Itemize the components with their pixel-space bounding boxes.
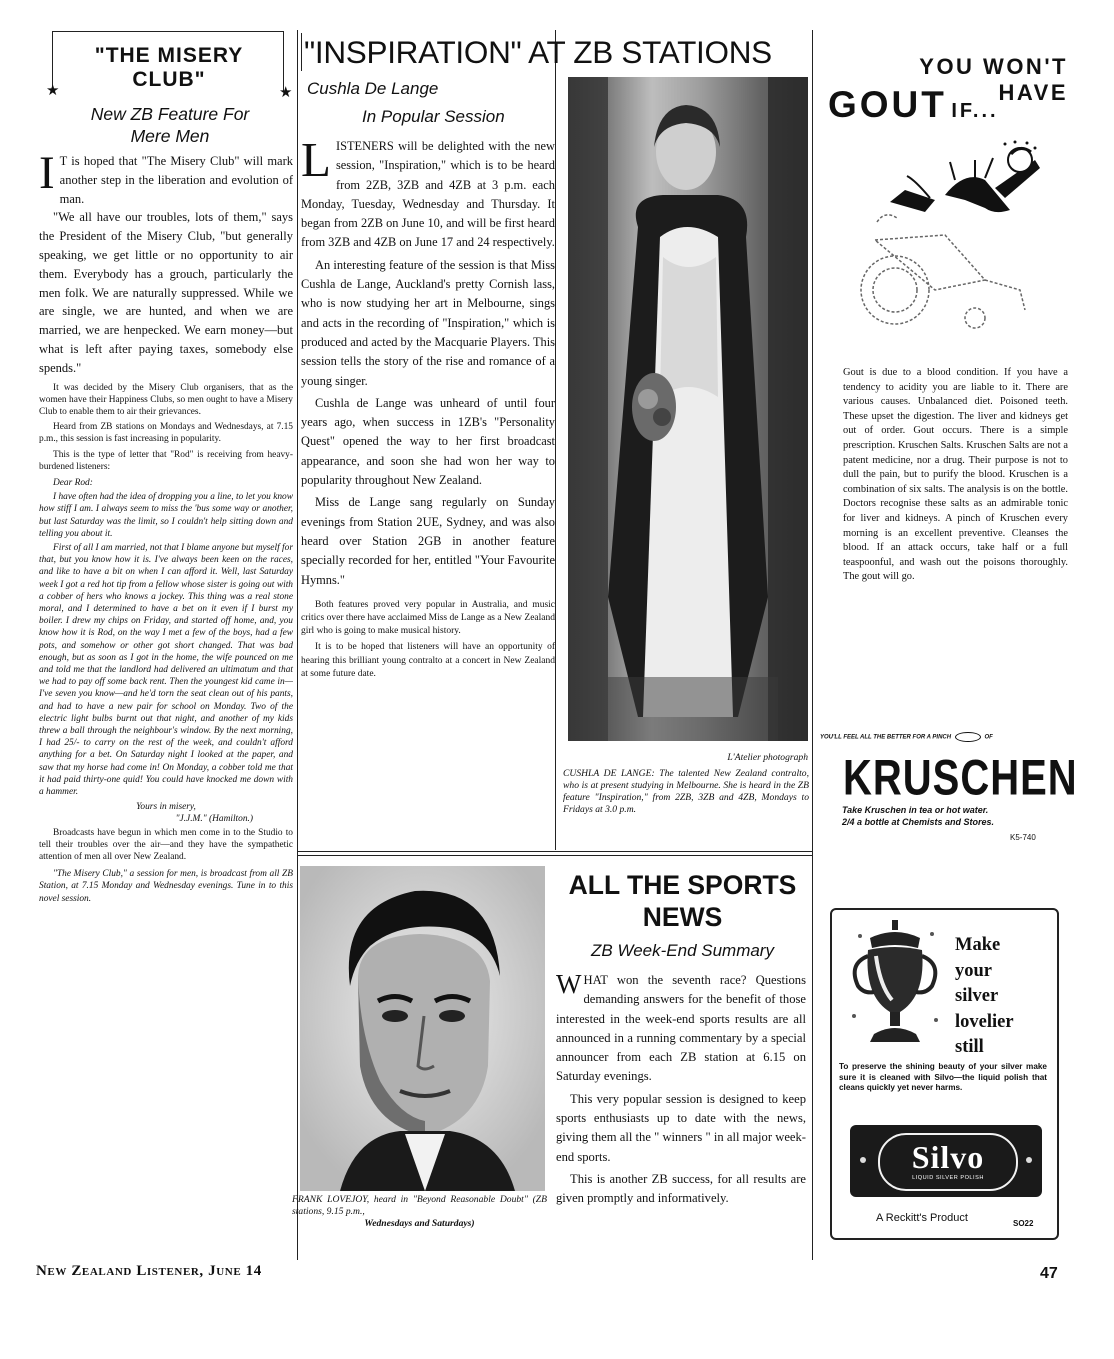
misery-subhead-line2: Mere Men [130,126,210,146]
silvo-head-1: Make [955,935,1001,955]
decor-dot-icon [1026,1157,1032,1163]
silvo-code: SO22 [1013,1219,1034,1228]
inspiration-subhead-1: Cushla De Lange [307,79,439,98]
kruschen-code: K5-740 [1010,833,1036,842]
kruschen-brand: KRUSCHEN [843,750,1078,806]
inspiration-subhead-2: In Popular Session [362,107,505,126]
misery-headline [56,44,282,92]
misery-p2: "We all have our troubles, lots of them," says the President of the Misery Club, "but generally speaking, we get little or no opportunity to air them. Everybody has a grouch, particularly the men folk. We are naturally suppressed. While we are single, we are hunted, and when we are married, we are henpecked. We earn money—but what is left after paying taxes, somebody else spends." [39,210,293,375]
inspiration-p4: Miss de Lange sang regularly on Sunday evenings from Station 2UE, Sydney, and was also heard over Station 2GB in another feature specially recorded for her, entitled "Your Favourite Hymns." [301,495,555,587]
kruschen-tag1: Take Kruschen in tea or hot water. [842,805,989,815]
misery-p1: T is hoped that "The Misery Club" will mark another step in the liberation and evolution of man. [59,154,293,206]
misery-p4: Heard from ZB stations on Mondays and Wednesdays, at 7.15 p.m., this session is fast increasing in popularity. [39,422,293,445]
gout-illustration [835,140,1065,340]
lovejoy-caption [292,1194,547,1230]
lovejoy-caption-line1: FRANK LOVEJOY, heard in "Beyond Reasonable Doubt" (ZB stations, 9.15 p.m., [292,1194,547,1217]
star-icon: ★ [46,83,60,99]
misery-headline-line2: CLUB" [132,68,206,91]
inspiration-p1: ISTENERS will be delighted with the new session, "Inspiration," which is to be heard from 2ZB, 3ZB and 4ZB at 3 p.m. each Monday, Tuesday, Wednesday and Thursday. It began from 2ZB on June 10, and will be first heard from 3ZB and 4ZB on June 17 and 24 respectively. [301,139,555,250]
misery-letter2: First of all I am married, not that I blame anyone but myself for that, but you know how it is. I've always been keen on the races, and like to have a bit on when I can afford it. Well, last Saturday week I got a red hot tip from a fellow whose sister is going out with a cobber of hers who knows a jockey. This thing was a real stone moral, and I determined to have a bet on it even if I burst my boiler. I drew my chips on Friday, and started off home, and, you know how it is Rod, on the way I met a few of the boys, had a few pots, and somehow or other got short changed. That was bad enough, but as soon as I got in the home, the wife pounced on me and told me that the landlord had delivered an ultimatum and that we had to pay off some back rent. Then the youngest kid came in—I've seven you know—and he'd torn the seat clean out of his pants, and had to have a new pair for school on Monday. Two of the electric light bulbs burnt out that night, and another of my kids threw a ball through the neighbour's window. By the next morning, I had 25/- to carry on the rest of the week, and couldn't afford anything for a bet. On Saturday night I looked at the paper, and saw that my horse had come in! On Monday, a cobber told me that it had paid thirty-one quid! You could have knocked me down with a hammer. [39,543,293,798]
spoon-icon [955,732,981,742]
misery-dropcap: I [39,147,55,199]
silvo-head-5: still [955,1037,984,1057]
misery-p5: This is the type of letter that "Rod" is receiving from heavy-burdened listeners: [39,449,293,472]
kruschen-headline-1: YOU WON'T HAVE [919,54,1068,105]
misery-closing: Yours in misery, [136,802,196,813]
sports-p2: This very popular session is designed to keep sports enthusiasts up to date with the news, giving them all the " winners " in all major week-end sports. [556,1091,806,1164]
frank-lovejoy-photo [300,866,545,1191]
headline-rule-left [301,33,302,71]
sports-headline [555,869,810,933]
star-icon: ★ [279,85,293,101]
inspiration-p2: An interesting feature of the session is that Miss Cushla de Lange, Auckland's pretty Cornish lass, who is now studying her art in Melbourne, sings and acts in the recording of "Inspiration," which is produced and acted by the Macquarie Players. This session tells the story of the rise and romance of a young singer. [301,257,555,388]
misery-headline-line1: "THE MISERY [94,44,244,67]
misery-subhead [52,103,288,147]
kruschen-headline-2 [828,84,1068,126]
kruschen-body: Gout is due to a blood condition. If you have a tendency to acidity you are liable to it. There are various causes. Unbalanced diet. Poisoned teeth. These upset the digestion. The liver and kidneys get out of order. Gout occurs. There is a simple prescription. Kruschen Salts. Kruschen Salts are not a patent medicine, nor a drug. Their purpose is not to dull the pain, but to purify the blood. Kruschen is a combination of six salts. The analysis is on the bottle. Doctors recognise these salts as an admirable tonic for liver and kidneys. A pinch of Kruschen every morning is an excellent preventive. Cleanses the blood. If an attack occurs, take half or a full teaspoonful, and wash out the poisons thoroughly. The gout will go. [843,367,1068,583]
sports-subhead: ZB Week-End Summary [591,941,774,960]
cushla-de-lange-photo [568,77,808,741]
column-rule-1 [297,30,298,1260]
section-rule-2 [298,855,812,856]
silvo-label-text: LIQUID SILVER POLISH [912,1175,984,1181]
inspiration-article [301,132,555,681]
silvo-head-2: your [955,960,992,981]
cushla-figure [568,77,808,741]
silvo-head-4: lovelier [955,1011,1014,1032]
sports-p3: This is another ZB success, for all results are given promptly and informatively. [556,1171,806,1206]
misery-p7: "The Misery Club," a session for men, is broadcast from all ZB Station, at 7.15 Monday and Wednesday evenings. Tune in to this novel session. [39,869,293,904]
sports-headline-line1: ALL THE SPORTS [568,870,797,900]
misery-p3: It was decided by the Misery Club organisers, that as the women have their Happiness Clubs, so men ought to have a Misery Club to enable them to air their grievances. [39,382,293,417]
inspiration-p5: Both features proved very popular in Australia, and music critics over there have acclaimed Miss de Lange as a New Zealand girl who is going to make musical history. [301,599,555,637]
silver-cup-illustration [840,916,950,1056]
misery-signature: "J.J.M." (Hamilton.) [175,814,253,825]
kruschen-slogan-left: YOU'LL FEEL ALL THE BETTER FOR A PINCH [820,734,952,741]
silvo-label [850,1125,1042,1197]
column-rule-2 [555,30,556,850]
misery-article [39,147,293,905]
lovejoy-portrait [300,866,545,1191]
column-rule-3 [812,30,813,1260]
cushla-caption: CUSHLA DE LANGE: The talented New Zealand contralto, who is at present studying in Melbourne. She is heard in the ZB feature "Inspiration," from 2ZB, 3ZB and 4ZB, Mondays to Fridays at 3.0 p.m. [563,768,809,815]
misery-subhead-line1: New ZB Feature For [90,104,250,124]
footer-masthead: New Zealand Listener, June 14 [36,1263,262,1279]
misery-box-left-edge [52,31,53,91]
photo-credit: L'Atelier photograph [727,752,808,763]
decor-dot-icon [860,1157,866,1163]
silvo-body: To preserve the shining beauty of your silver make sure it is cleaned with Silvo—the liquid polish that cleans quickly yet never harms. [839,1062,1047,1092]
sports-dropcap: W [556,969,582,999]
kruschen-gout: GOUT [828,84,947,125]
silvo-maker: A Reckitt's Product [876,1212,968,1224]
kruschen-tagline [842,804,1068,828]
kruschen-slogan-right: OF [984,734,993,741]
sports-headline-line2: NEWS [642,902,723,932]
sports-p1: HAT won the seventh race? Questions demanding answers for the benefit of those interested in the week-end sports results are all announced in a running commentary by a special announcer from each ZB station at 6.15 on Saturday evenings. [556,973,806,1084]
kruschen-tag2: 2/4 a bottle at Chemists and Stores. [842,817,995,827]
lovejoy-caption-line2: Wednesdays and Saturdays) [364,1218,475,1229]
inspiration-headline: "INSPIRATION" AT ZB STATIONS [304,34,772,70]
inspiration-p6: It is to be hoped that listeners will have an opportunity of hearing this brilliant young contralto at a concert in New Zealand at some future date. [301,642,555,679]
jumping-man-illustration [835,140,1065,340]
section-rule [298,851,812,852]
trophy-cup-icon [840,916,950,1056]
page-number: 47 [1040,1265,1058,1282]
misery-p6: Broadcasts have begun in which men come in to the Studio to tell their troubles over the air—and they have the sympathetic attention of men all over New Zealand. [39,827,293,863]
misery-letter1: I have often had the idea of dropping you a line, to let you know how stiff I am. I always seem to miss the 'bus some way or another, but last Saturday was the limit, so I couldn't help sitting down and telling you about it. [39,492,293,539]
sports-article [556,971,806,1209]
silvo-headline [955,933,1050,1061]
kruschen-if: IF... [951,100,999,122]
misery-salutation: Dear Rod: [53,477,93,488]
inspiration-dropcap: L [301,132,331,187]
kruschen-slogan [820,732,1070,742]
silvo-label-inner [878,1133,1018,1191]
silvo-brand: Silvo [911,1139,985,1175]
inspiration-p3: Cushla de Lange was unheard of until four years ago, when success in 1ZB's "Personality Quest" opened the way to her first broadcast appearance, and soon she had won her way to popularity throughout New Zealand. [301,395,555,488]
silvo-head-3: silver [955,986,999,1006]
